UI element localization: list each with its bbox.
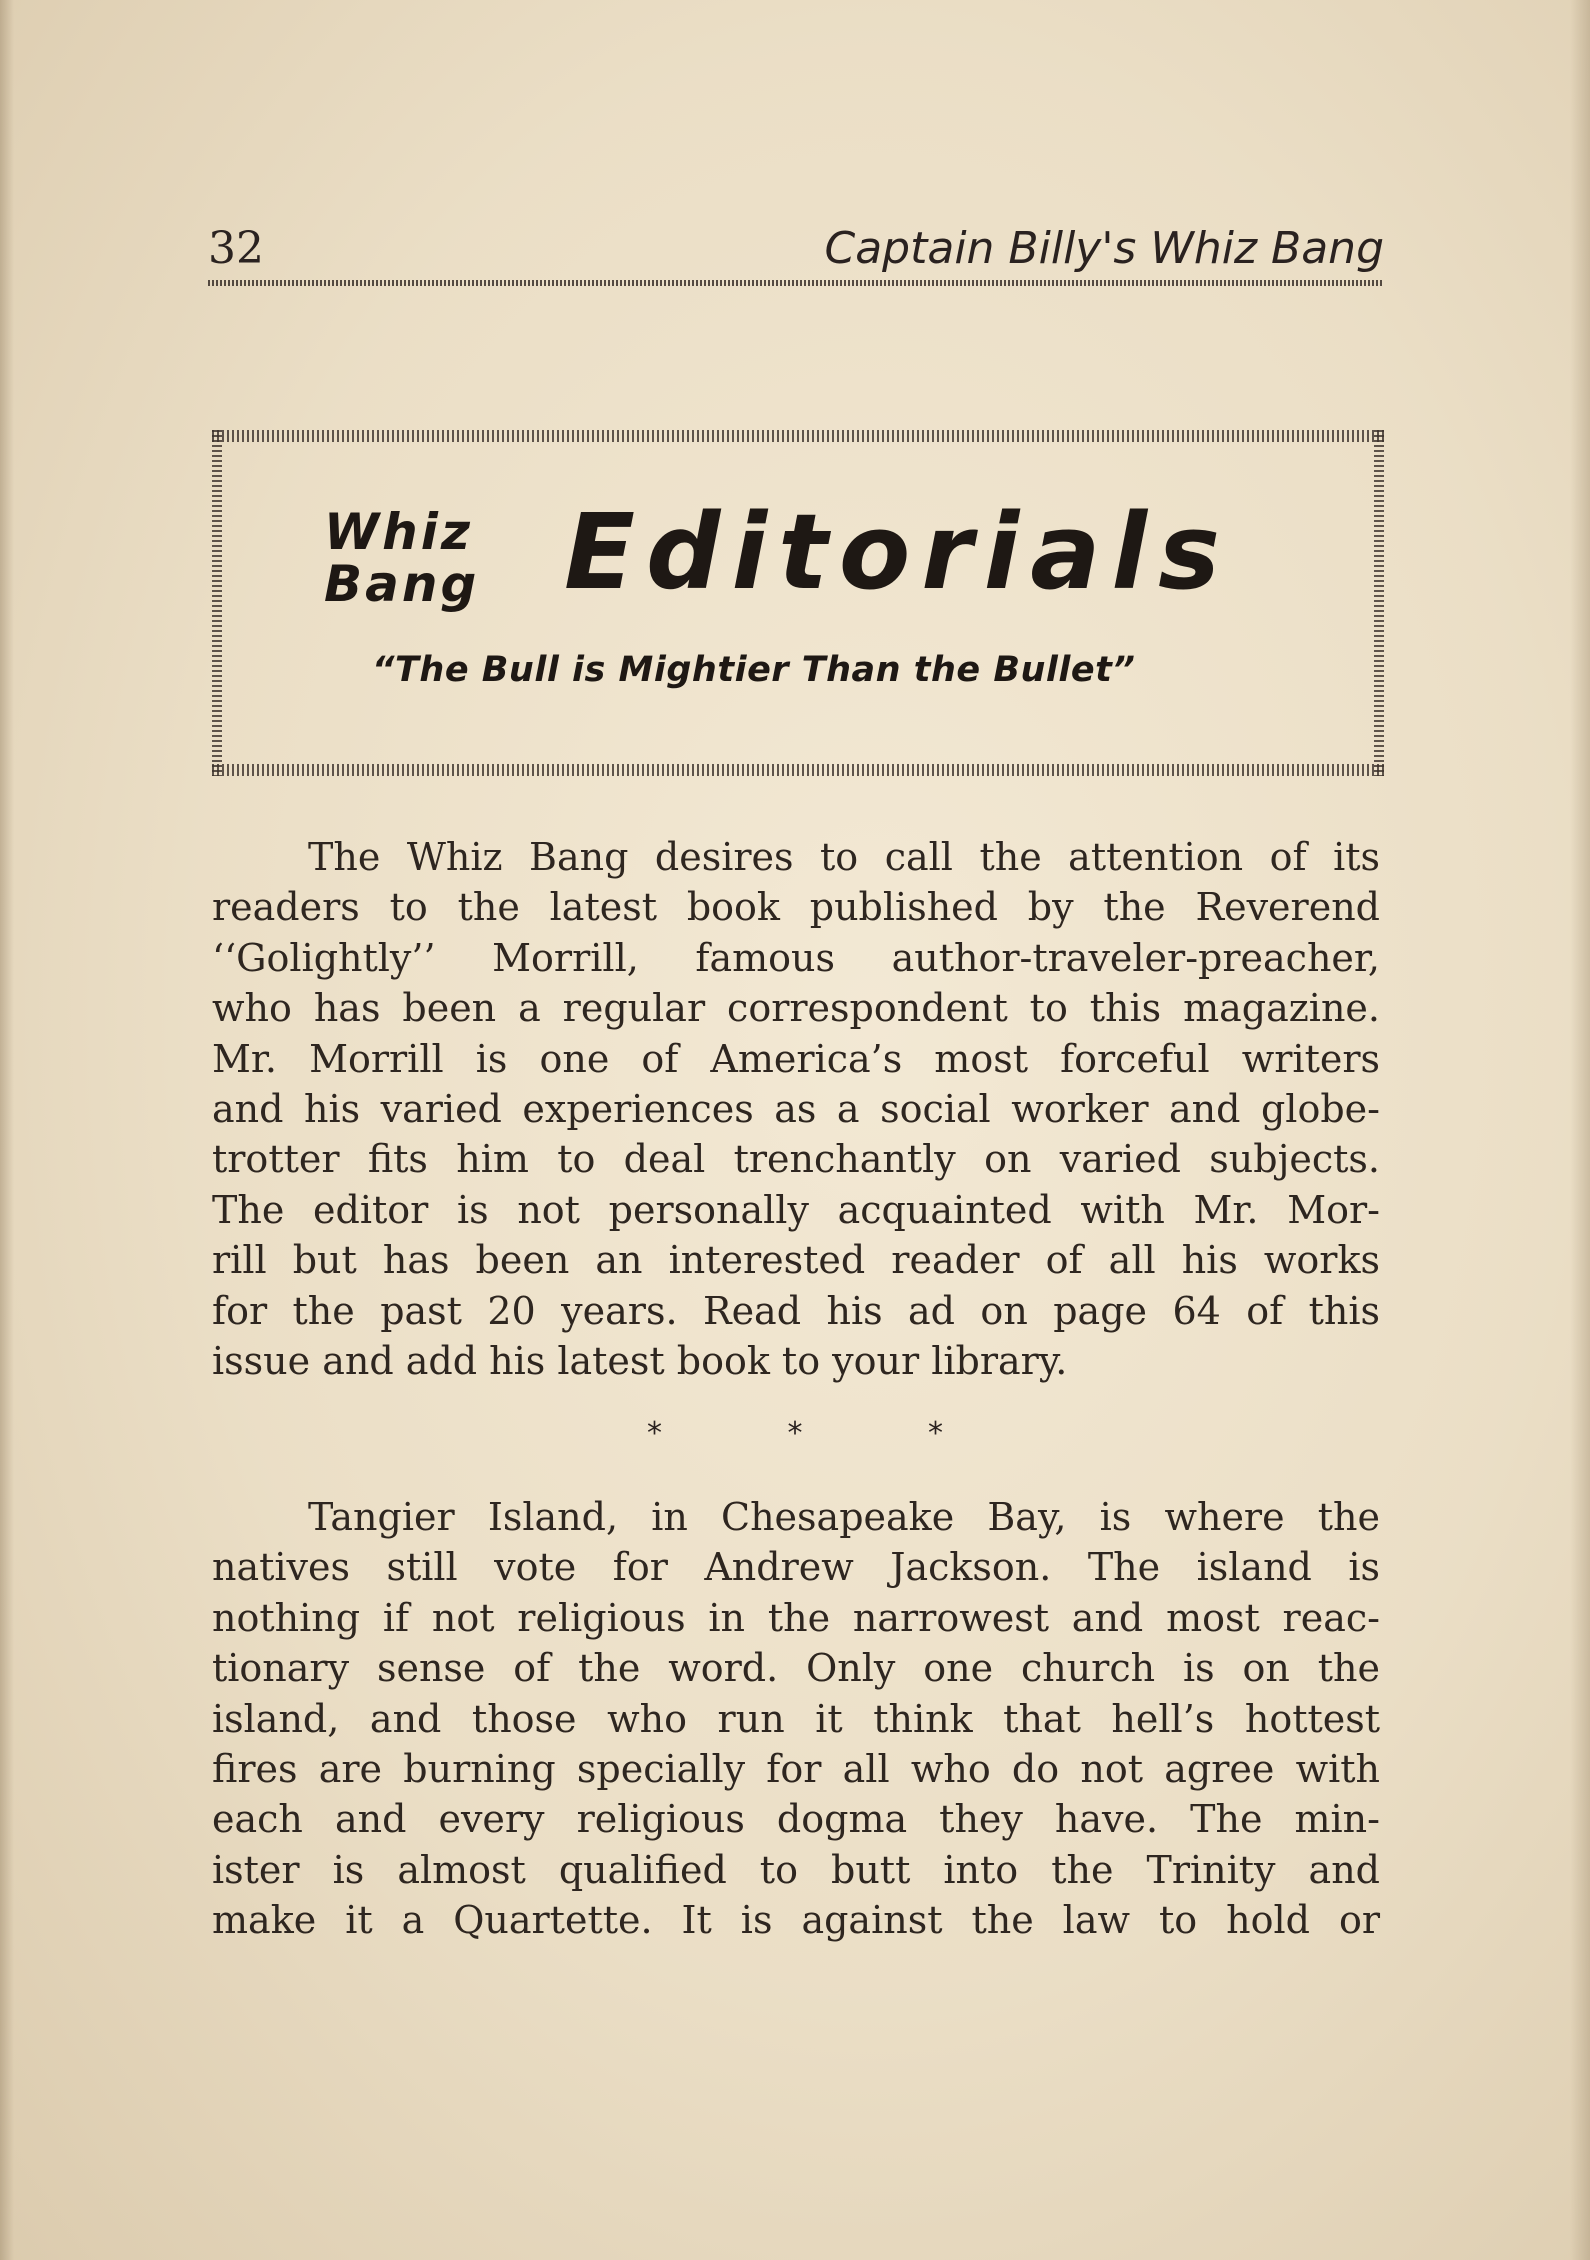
whiz-bang-label xyxy=(324,503,480,613)
text-line: ister is almost qualified to butt into the Trinity and xyxy=(212,1847,1380,1892)
text-line: tionary sense of the word. Only one church is on the xyxy=(212,1646,1380,1691)
header-rule xyxy=(208,280,1384,286)
text-line: nothing if not religious in the narrowest and most reac- xyxy=(212,1595,1380,1640)
section-title: Editorials xyxy=(564,491,1231,613)
paragraph-tangier xyxy=(212,1492,1380,1946)
page-edge-shadow-right xyxy=(1570,0,1590,2260)
bang-word: Bang xyxy=(324,555,480,613)
text-line: Tangier Island, in Chesapeake Bay, is where the xyxy=(308,1495,1380,1539)
text-line: The editor is not personally acquainted with Mr. Mor- xyxy=(212,1187,1380,1232)
text-line: make it a Quartette. It is against the law to hold or xyxy=(212,1898,1380,1943)
page-number: 32 xyxy=(208,223,264,274)
text-line: issue and add his latest book to your library. xyxy=(212,1339,1068,1384)
running-head xyxy=(208,218,1384,286)
masthead-border-left xyxy=(212,430,222,776)
section-motto: “The Bull is Mightier Than the Bullet” xyxy=(372,650,1136,690)
text-line: fires are burning specially for all who do not agree with xyxy=(212,1747,1380,1792)
text-line: ‘‘Golightly’’ Morrill, famous author-traveler-preacher, xyxy=(212,935,1380,980)
whiz-word: Whiz xyxy=(324,503,473,561)
text-line: and his varied experiences as a social worker and globe- xyxy=(212,1087,1380,1132)
text-line: island, and those who run it think that hell’s hottest xyxy=(212,1696,1380,1741)
text-line: who has been a regular correspondent to this magazine. xyxy=(212,986,1380,1031)
text-line: rill but has been an interested reader of all his works xyxy=(212,1238,1380,1283)
masthead-border-bottom xyxy=(212,764,1384,776)
running-title: Captain Billy's Whiz Bang xyxy=(824,223,1384,274)
page-edge-shadow-left xyxy=(0,0,14,2260)
text-line: trotter fits him to deal trenchantly on varied subjects. xyxy=(212,1137,1380,1182)
section-separator: * * * xyxy=(646,1416,1002,1451)
text-line: for the past 20 years. Read his ad on page 64 of this xyxy=(212,1288,1380,1333)
text-line: each and every religious dogma they have. The min- xyxy=(212,1797,1380,1842)
paragraph-morrill xyxy=(212,832,1380,1386)
text-line: Mr. Morrill is one of America’s most forceful writers xyxy=(212,1036,1380,1081)
text-line: natives still vote for Andrew Jackson. The island is xyxy=(212,1545,1380,1590)
masthead-border-top xyxy=(212,430,1384,442)
text-line: The Whiz Bang desires to call the attention of its xyxy=(308,835,1380,879)
masthead-border-right xyxy=(1374,430,1384,776)
text-line: readers to the latest book published by the Reverend xyxy=(212,885,1380,930)
editorials-masthead xyxy=(212,430,1384,776)
